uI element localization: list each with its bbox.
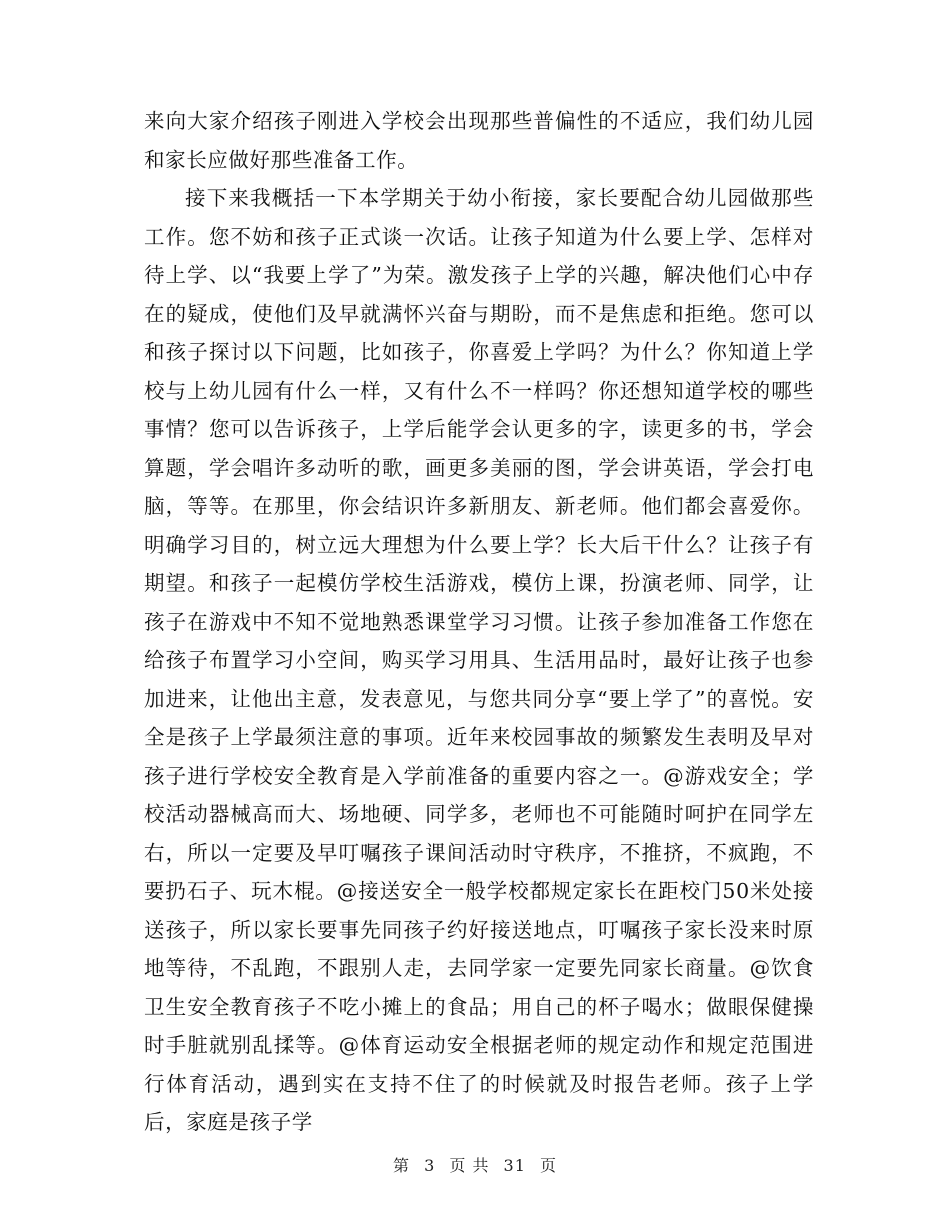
- footer-middle: 页 共: [449, 1156, 490, 1175]
- document-body: [144, 102, 814, 1142]
- paragraph-1: 来向大家介绍孩子刚进入学校会出现那些普偏性的不适应，我们幼儿园和家长应做好那些准备工作。: [144, 109, 814, 172]
- footer-page-number: 3: [424, 1156, 436, 1175]
- footer-prefix: 第: [392, 1156, 410, 1175]
- footer-suffix: 页: [540, 1156, 558, 1175]
- page-footer: [0, 1153, 950, 1176]
- paragraph-2: 接下来我概括一下本学期关于幼小衔接，家长要配合幼儿园做那些工作。您不妨和孩子正式谈一次话。让孩子知道为什么要上学、怎样对待上学、以“我要上学了”为荣。激发孩子上学的兴趣，解决他们心中存在的疑成，使他们及早就满怀兴奋与期盼，而不是焦虑和拒绝。您可以和孩子探讨以下问题，比如孩子，你喜爱上学吗？为什么？你知道上学校与上幼儿园有什么一样，又有什么不一样吗？你还想知道学校的哪些事情？您可以告诉孩子，上学后能学会认更多的字，读更多的书，学会算题，学会唱许多动听的歌，画更多美丽的图，学会讲英语，学会打电脑，等等。在那里，你会结识许多新朋友、新老师。他们都会喜爱你。明确学习目的，树立远大理想为什么要上学？长大后干什么？让孩子有期望。和孩子一起模仿学校生活游戏，模仿上课，扮演老师、同学，让孩子在游戏中不知不觉地熟悉课堂学习习惯。让孩子参加准备工作您在给孩子布置学习小空间，购买学习用具、生活用品时，最好让孩子也参加进来，让他出主意，发表意见，与您共同分享“要上学了”的喜悦。安全是孩子上学最须注意的事项。近年来校园事故的频繁发生表明及早对孩子进行学校安全教育是入学前准备的重要内容之一。@游戏安全；学校活动器械高而大、场地硬、同学多，老师也不可能随时呵护在同学左右，所以一定要及早叮嘱孩子课间活动时守秩序，不推挤，不疯跑，不要扔石子、玩木棍。@接送安全一般学校都规定家长在距校门50米处接送孩子，所以家长要事先同孩子约好接送地点，叮嘱孩子家长没来时原地等待，不乱跑，不跟别人走，去同学家一定要先同家长商量。@饮食卫生安全教育孩子不吃小摊上的食品；用自己的杯子喝水；做眼保健操时手脏就别乱揉等。@体育运动安全根据老师的规定动作和规定范围进行体育活动，遇到实在支持不住了的时候就及时报告老师。孩子上学后，家庭是孩子学: [144, 186, 814, 1134]
- footer-total-pages: 31: [503, 1156, 526, 1175]
